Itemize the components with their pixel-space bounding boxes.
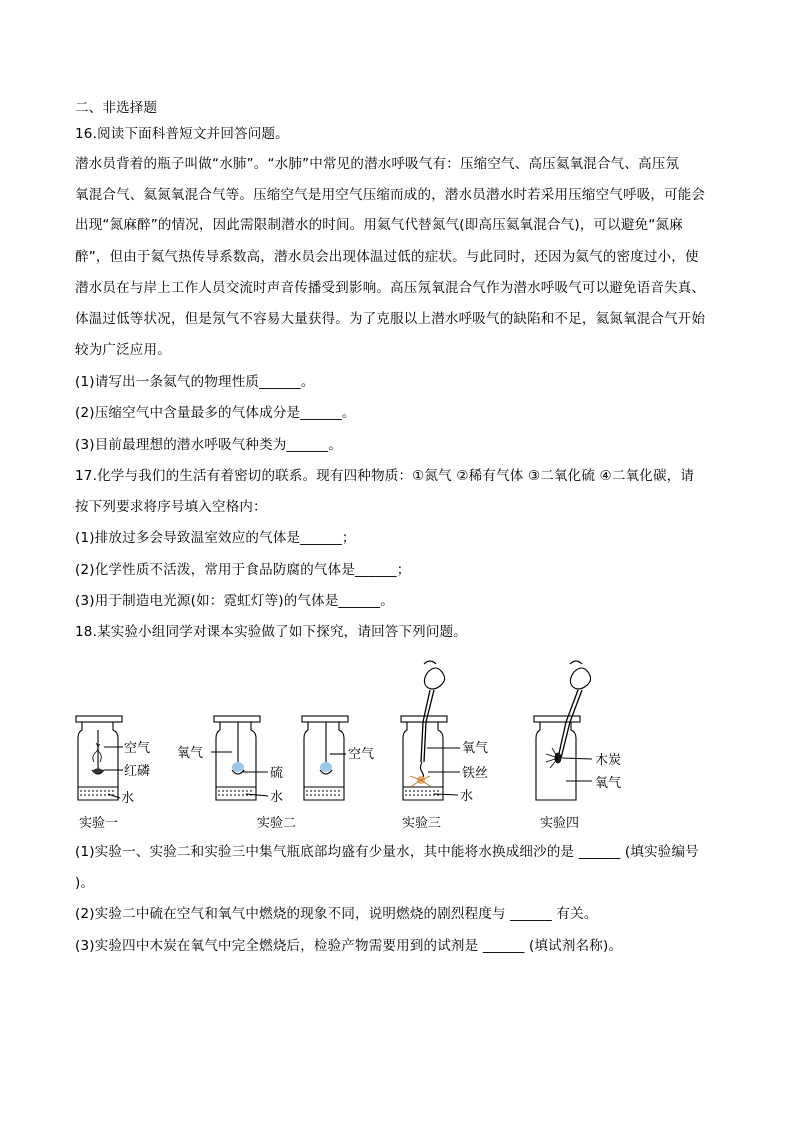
caption-exp2: 实验二 (257, 816, 297, 831)
q16-sub-question: (3)目前最理想的潜水呼吸气种类为______。 (75, 437, 342, 453)
q16-passage-line: 较为广泛应用。 (75, 342, 171, 358)
label-oxygen-exp3: 氧气 (462, 741, 489, 756)
caption-exp3: 实验三 (402, 816, 442, 831)
gas-jar-exp3 (401, 661, 460, 800)
q16-sub-question: (1)请写出一条氦气的物理性质______。 (75, 374, 315, 390)
label-air-exp2: 空气 (348, 747, 375, 762)
q16-passage-line: 体温过低等状况，但是氖气不容易大量获得。为了克服以上潜水呼吸气的缺陷和不足，氦氮氧混合气开始 (75, 311, 706, 327)
gas-jar-exp2-air (302, 716, 348, 800)
label-water-exp2: 水 (270, 790, 284, 805)
label-oxygen-exp2: 氧气 (177, 746, 204, 761)
section-title: 二、非选择题 (75, 100, 158, 116)
charcoal-mark (546, 748, 561, 768)
q16-passage-line: 氧混合气、氦氮氧混合气等。压缩空气是用空气压缩而成的，潜水员潜水时若采用压缩空气呼吸，可能会 (75, 187, 706, 203)
q18-sub-question-cont: )。 (75, 875, 95, 891)
q16-passage-line: 醉”，但由于氦气热传导系数高，潜水员会出现体温过低的症状。与此同时，还因为氦气的密度过小，使 (75, 249, 699, 265)
caption-exp1: 实验一 (79, 816, 119, 831)
q17-stem: 17.化学与我们的生活有着密切的联系。现有四种物质：①氮气 ②稀有气体 ③二氧化硫 ④二氧化碳，请 (75, 468, 695, 484)
gas-jar-exp1 (76, 716, 123, 800)
q17-sub-question: (2)化学性质不活泼，常用于食品防腐的气体是______； (75, 562, 411, 578)
q17-stem: 按下列要求将序号填入空格内： (75, 499, 267, 515)
q16-stem: 16.阅读下面科普短文并回答问题。 (75, 126, 289, 142)
label-water-exp3: 水 (460, 789, 474, 804)
caption-exp4: 实验四 (540, 816, 580, 831)
q16-passage-line: 潜水员背着的瓶子叫做“水肺”。“水肺”中常见的潜水呼吸气有：压缩空气、高压氦氧混合气、高压氖 (75, 156, 680, 172)
q16-sub-question: (2)压缩空气中含量最多的气体成分是______。 (75, 405, 356, 421)
label-oxygen-exp4: 氧气 (595, 776, 622, 791)
experiment-figure (0, 650, 794, 835)
gas-jar-exp4 (534, 661, 592, 800)
label-air-exp1: 空气 (124, 741, 151, 756)
q17-sub-question: (3)用于制造电光源(如：霓虹灯等)的气体是______。 (75, 593, 394, 609)
q17-sub-question: (1)排放过多会导致温室效应的气体是______； (75, 530, 356, 546)
gas-jar-exp2-oxygen (211, 716, 268, 800)
q16-passage-line: 潜水员在与岸上工作人员交流时声音传播受到影响。高压氖氧混合气作为潜水呼吸气可以避免语音失真、 (75, 280, 706, 296)
label-iron-wire: 铁丝 (462, 766, 489, 781)
red-phosphorus-mark (93, 769, 103, 774)
label-charcoal: 木炭 (595, 753, 622, 768)
q18-stem: 18.某实验小组同学对课本实验做了如下探究，请回答下列问题。 (75, 624, 467, 640)
label-water-exp1: 水 (121, 791, 135, 806)
q18-sub-question: (3)实验四中木炭在氧气中完全燃烧后，检验产物需要用到的试剂是 ______ (填试剂名称)。 (75, 938, 623, 954)
label-red-phosphorus: 红磷 (124, 764, 151, 779)
q18-sub-question: (1)实验一、实验二和实验三中集气瓶底部均盛有少量水，其中能将水换成细沙的是 ______ (填实验编号 (75, 844, 699, 860)
q16-passage-line: 出现“氮麻醉”的情况，因此需限制潜水的时间。用氦气代替氮气(即高压氦氧混合气)，可以避免“氮麻 (75, 217, 683, 233)
q18-sub-question: (2)实验二中硫在空气和氧气中燃烧的现象不同，说明燃烧的剧烈程度与 ______ 有关。 (75, 906, 598, 922)
label-sulfur: 硫 (270, 766, 284, 781)
iron-sparks-mark (410, 776, 430, 786)
